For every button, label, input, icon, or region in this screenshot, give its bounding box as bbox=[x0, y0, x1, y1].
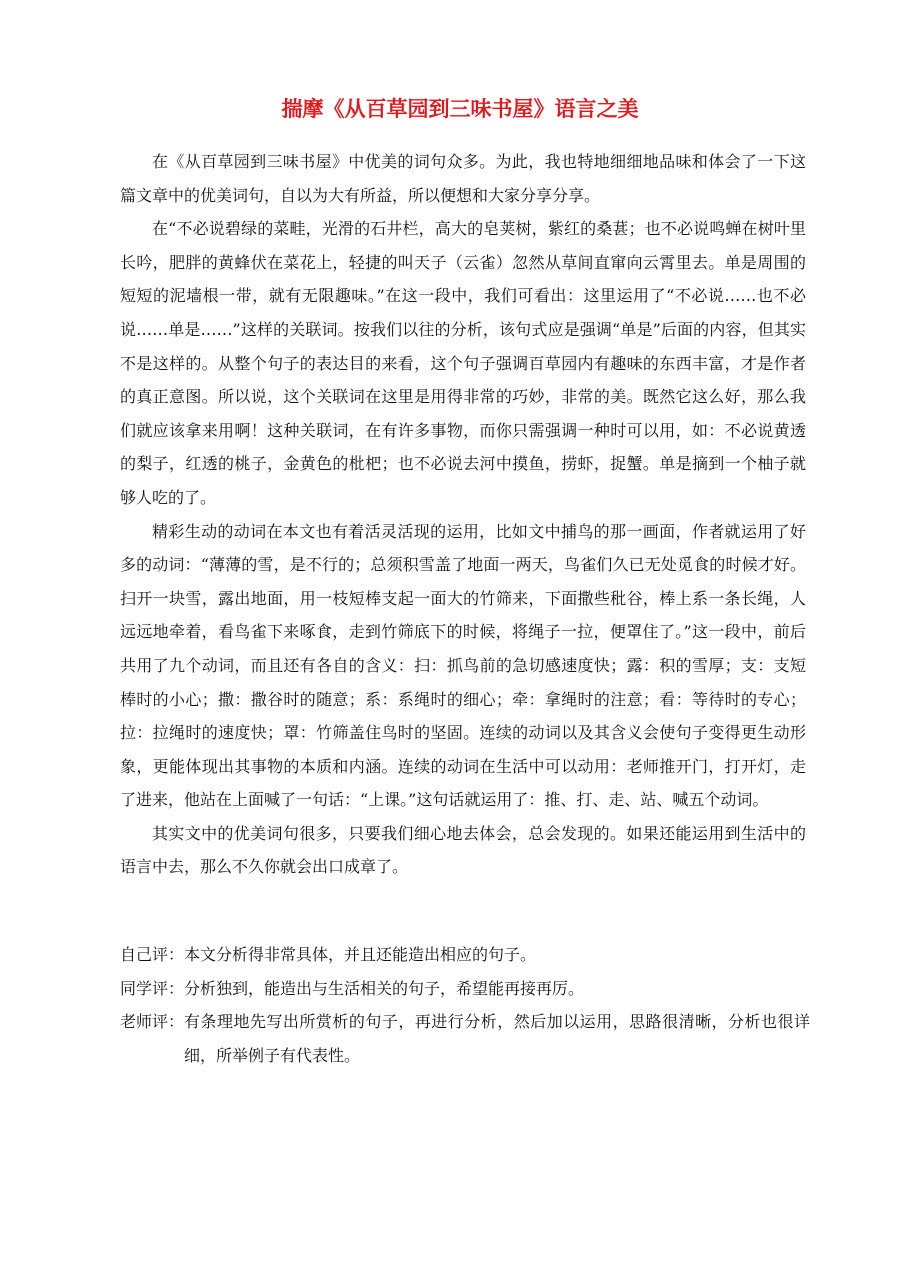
paragraph-conclusion: 其实文中的优美词句很多，只要我们细心地去体会，总会发现的。如果还能运用到生活中的语言中去，那么不久你就会出口成章了。 bbox=[120, 823, 806, 877]
teacher-evaluation-label: 老师评： bbox=[120, 1012, 185, 1032]
self-evaluation-label: 自己评： bbox=[120, 945, 185, 964]
document-title: 揣摩《从百草园到三味书屋》语言之美 bbox=[281, 97, 639, 121]
teacher-evaluation-text: 有条理地先写出所赏析的句子，再进行分析，然后加以运用，思路很清晰，分析也很详细，所举例子有代表性。 bbox=[184, 1012, 810, 1065]
self-evaluation-text: 本文分析得非常具体，并且还能造出相应的句子。 bbox=[184, 945, 537, 964]
self-evaluation bbox=[120, 938, 810, 972]
paragraph-conjunctions: 在“不必说碧绿的菜畦，光滑的石井栏，高大的皂荚树，紫红的桑葚；也不必说鸣蝉在树叶里长吟，肥胖的黄蜂伏在菜花上，轻捷的叫天子（云雀）忽然从草间直窜向云霄里去。单是周围的短短的泥墙根一带，就有无限趣味。”在这一段中，我们可看出：这里运用了“不必说……也不必说……单是……”这样的关联词。按我们以往的分析，该句式应是强调“单是”后面的内容，但其实不是这样的。从整个句子的表达目的来看，这个句子强调百草园内有趣味的东西丰富，才是作者的真正意图。所以说，这个关联词在这里是用得非常的巧妙，非常的美。既然它这么好，那么我们就应该拿来用啊！这种关联词，在有许多事物，而你只需强调一种时可以用，如：不必说黄透的梨子，红透的桃子，金黄色的枇杷；也不必说去河中摸鱼，捞虾，捉蟹。单是摘到一个柚子就够人吃的了。 bbox=[120, 219, 806, 507]
article-body bbox=[120, 145, 806, 884]
peer-evaluation bbox=[120, 972, 810, 1006]
teacher-evaluation bbox=[120, 1005, 810, 1072]
peer-evaluation-text: 分析独到，能造出与生活相关的句子，希望能再接再厉。 bbox=[184, 978, 585, 998]
paragraph-intro: 在《从百草园到三味书屋》中优美的词句众多。为此，我也特地细细地品味和体会了一下这篇文章中的优美词句，自以为大有所益，所以便想和大家分享分享。 bbox=[120, 152, 806, 205]
evaluation-section bbox=[120, 938, 810, 1072]
peer-evaluation-label: 同学评： bbox=[120, 978, 185, 998]
paragraph-verbs: 精彩生动的动词在本文也有着活灵活现的运用，比如文中捕鸟的那一画面，作者就运用了好多的动词：“薄薄的雪，是不行的；总须积雪盖了地面一两天，鸟雀们久已无处觅食的时候才好。扫开一块雪，露出地面，用一枝短棒支起一面大的竹筛来，下面撒些秕谷，棒上系一条长绳，人远远地牵着，看鸟雀下来啄食，走到竹筛底下的时候，将绳子一拉，便罩住了。”这一段中，前后共用了九个动词，而且还有各自的含义：扫：抓鸟前的急切感速度快；露：积的雪厚；支：支短棒时的小心；撒：撒谷时的随意；系：系绳时的细心；牵：拿绳时的注意；看：等待时的专心；拉：拉绳时的速度快；罩：竹筛盖住鸟时的坚固。连续的动词以及其含义会使句子变得更生动形象，更能体现出其事物的本质和内涵。连续的动词在生活中可以动用：老师推开门，打开灯，走了进来，他站在上面喊了一句话：“上课。”这句话就运用了：推、打、走、站、喊五个动词。 bbox=[120, 521, 806, 810]
